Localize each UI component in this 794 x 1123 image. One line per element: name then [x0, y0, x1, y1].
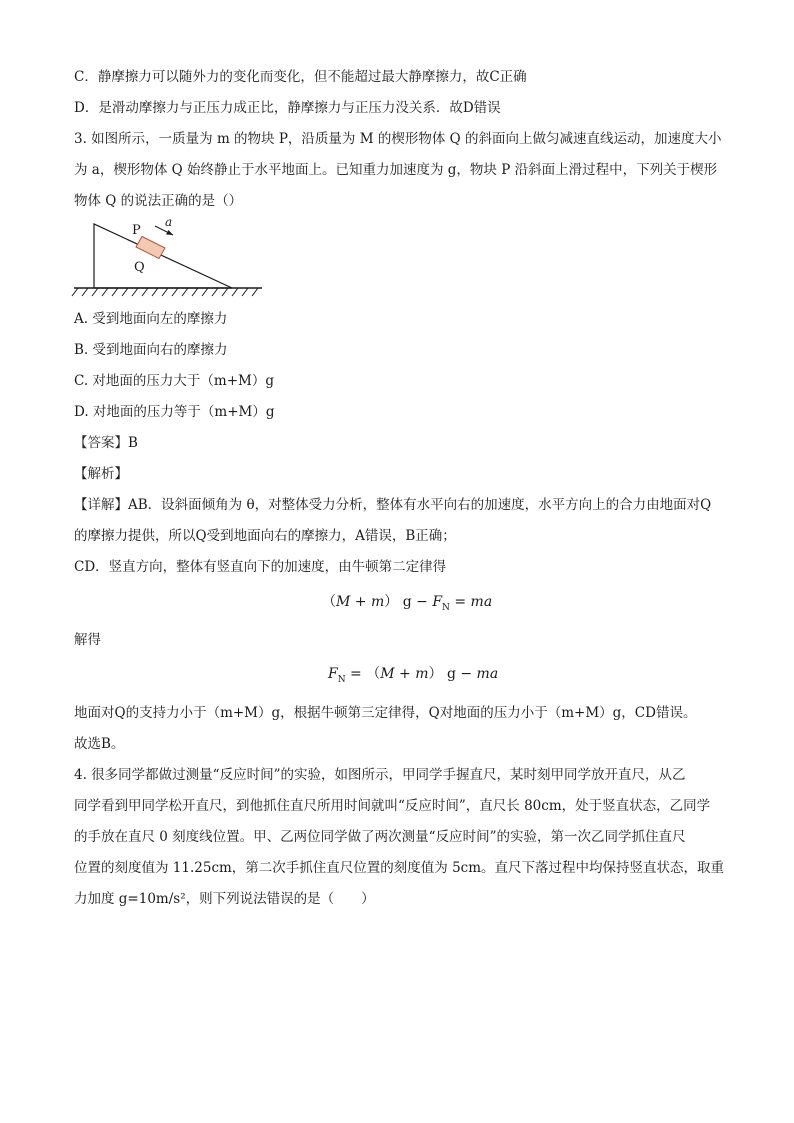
option-a: A. 受到地面向左的摩擦力	[74, 311, 228, 327]
question-3-line-3: 物体 Q 的说法正确的是（）	[74, 193, 243, 209]
wedge-q	[94, 224, 232, 288]
conclusion-line-2: 故选B。	[74, 736, 125, 752]
ground-hatch	[72, 288, 258, 296]
label-a: a	[165, 216, 173, 229]
label-p: P	[132, 223, 141, 238]
question-4-line-4: 位置的刻度值为 11.25cm，第二次手抓住直尺位置的刻度值为 5cm。直尺下落过程中均保持竖直状态，取重	[74, 860, 725, 876]
answer-value: B	[128, 435, 138, 451]
jiede-line: 解得	[74, 632, 101, 648]
equation-1: （M + m） $g - F_N$ = ma	[322, 594, 493, 613]
detail-line-3: CD．竖直方向，整体有竖直向下的加速度，由牛顿第二定律得	[74, 559, 447, 575]
question-3-line-2: 为 a，楔形物体 Q 始终静止于水平地面上。已知重力加速度为 g，物块 P 沿斜面上滑过程中，下列关于楔形	[74, 162, 718, 178]
question-4-line-2: 同学看到甲同学松开直尺，到他抓住直尺所用时间就叫“反应时间”，直尺长 80cm，处于竖直状态，乙同学	[74, 798, 711, 814]
answer-label: 【答案】	[74, 435, 128, 451]
answer-line	[74, 434, 138, 452]
equation-2: $F_N = (M + m) g$ − ma	[328, 666, 499, 685]
question-4-line-5: 力加度 g=10m/s²，则下列说法错误的是（ ）	[74, 891, 375, 907]
question-4-line-3: 的手放在直尺 0 刻度线位置。甲、乙两位同学做了两次测量“反应时间”的实验，第一次乙同学抓住直尺	[74, 829, 686, 845]
analysis-label: 【解析】	[74, 466, 128, 482]
option-c: C. 对地面的压力大于（m+M）g	[74, 373, 275, 389]
label-q: Q	[134, 260, 145, 275]
detail-line-2: 的摩擦力提供，所以Q受到地面向右的摩擦力，A错误，B正确；	[74, 528, 456, 544]
incline-figure	[70, 216, 265, 298]
question-3-line-1: 3. 如图所示，一质量为 m 的物块 P，沿质量为 M 的楔形物体 Q 的斜面向上做匀减速直线运动，加速度大小	[74, 131, 722, 147]
option-b: B. 受到地面向右的摩擦力	[74, 342, 228, 358]
line-option-c-prev: C．静摩擦力可以随外力的变化而变化，但不能超过最大静摩擦力，故C正确	[74, 69, 527, 85]
line-option-d-prev: D．是滑动摩擦力与正压力成正比，静摩擦力与正压力没关系．故D错误	[74, 100, 501, 116]
detail-line-1: 【详解】AB．设斜面倾角为 θ，对整体受力分析，整体有水平向右的加速度，水平方向上的合力由地面对Q	[74, 497, 712, 513]
option-d: D. 对地面的压力等于（m+M）g	[74, 404, 275, 420]
conclusion-line-1: 地面对Q的支持力小于（m+M）g，根据牛顿第三定律得，Q对地面的压力小于（m+M）g，CD错误。	[74, 705, 697, 721]
block-p	[136, 237, 165, 259]
question-4-line-1: 4. 很多同学都做过测量“反应时间”的实验，如图所示，甲同学手握直尺，某时刻甲同学放开直尺，从乙	[74, 767, 686, 783]
